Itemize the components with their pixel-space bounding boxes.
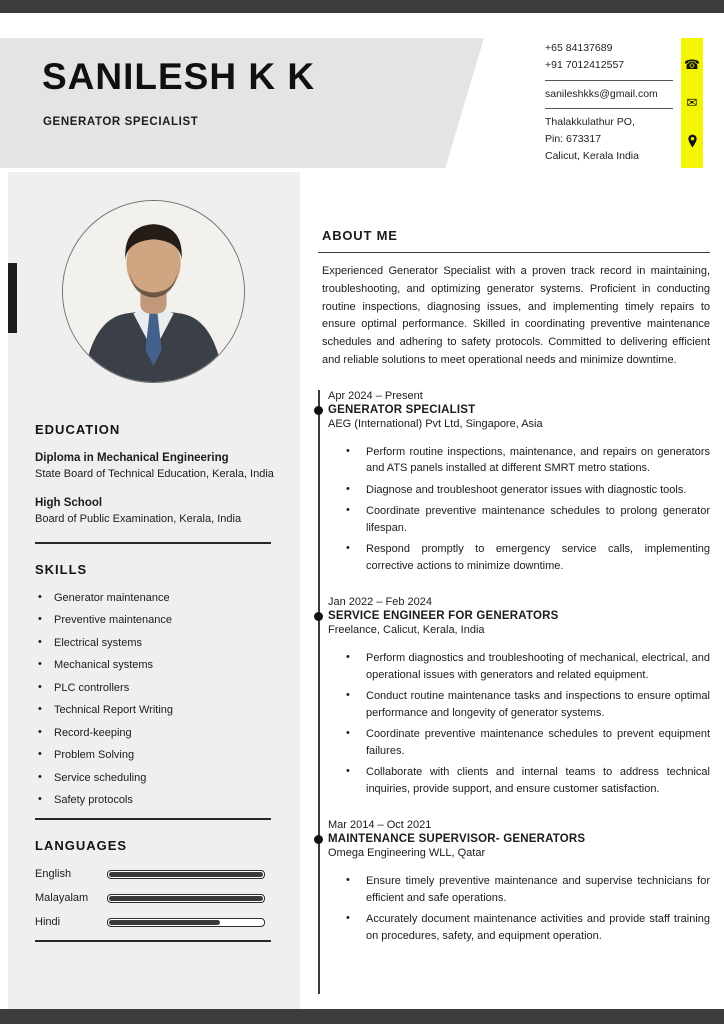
location-icon [687,134,698,148]
contact-divider [545,108,673,109]
skill-item: • Service scheduling [35,772,274,784]
skills-list [35,592,274,807]
phone-icon: ☎ [683,57,701,73]
language-level-fill [109,896,263,901]
languages-heading: LANGUAGES [35,838,128,854]
skill-item: • Record-keeping [35,727,274,739]
language-item [35,916,274,928]
contact-icon-bar [681,38,703,168]
section-divider [35,542,271,544]
language-level-bar [107,918,265,927]
skill-item: • Generator maintenance [35,592,274,604]
education-list [35,452,274,527]
experience-dates: Jan 2022 – Feb 2024 [328,596,432,609]
experience-dates: Mar 2014 – Oct 2021 [328,819,432,832]
language-level-fill [109,920,220,925]
timeline-dot [314,835,323,844]
section-divider [35,818,271,820]
experience-bullet-list [328,650,710,797]
skill-item: • Electrical systems [35,637,274,649]
education-item [35,452,274,482]
candidate-job-title: GENERATOR SPECIALIST [43,116,199,128]
experience-bullet: • Perform diagnostics and troubleshooting of mechanical, electrical, and operational issues with generators and related equipment. [328,650,710,683]
about-text: Experienced Generator Specialist with a proven track record in maintaining, troubleshooting, and optimizing generator systems. Proficient in conducting routine inspections, diagnosing issues, and implementing timely repairs to ensure optimal performance. Skilled in coordinating preventive maintenance schedules and adhering to safety protocols. Committed to delivering efficient and reliable solutions to meet operational needs and minimize downtime. [322,265,710,367]
experience-title: GENERATOR SPECIALIST [328,403,476,416]
experience-bullet: • Accurately document maintenance activities and provide staff training on procedures, safety, and equipment operation. [328,911,710,944]
experience-bullet: • Conduct routine maintenance tasks and inspections to ensure optimal performance and longevity of generator systems. [328,688,710,721]
experience-bullet-list [328,444,710,575]
education-degree: High School [35,496,103,509]
experience-bullet: • Diagnose and troubleshoot generator issues with diagnostic tools. [328,482,710,499]
education-degree: Diploma in Mechanical Engineering [35,452,229,464]
section-divider [35,940,271,942]
language-name: Malayalam [35,892,89,905]
skill-item: • PLC controllers [35,682,274,694]
skill-item: • Mechanical systems [35,659,274,671]
about-divider [318,252,710,253]
phone-primary: +65 84137689 [545,42,613,54]
email-icon: ✉ [686,94,698,110]
skill-item: • Preventive maintenance [35,614,274,626]
experience-company: Omega Engineering WLL, Qatar [328,847,486,860]
portrait-illustration [63,201,244,382]
education-institution: State Board of Technical Education, Kerala, India [35,468,274,480]
about-heading: ABOUT ME [322,228,398,243]
skill-item: • Safety protocols [35,794,274,806]
education-heading: EDUCATION [35,422,121,437]
education-item [35,497,274,527]
skills-heading: SKILLS [35,561,88,577]
top-bar [0,0,724,13]
experience-entry [320,819,710,944]
language-level-bar [107,870,265,879]
bottom-bar [0,1009,724,1024]
experience-bullet: • Coordinate preventive maintenance schedules to prolong generator lifespan. [328,503,710,536]
contact-block [545,41,673,166]
experience-dates: Apr 2024 – Present [328,389,423,402]
candidate-name: SANILESH K K [42,56,316,97]
language-item [35,868,274,880]
phone-secondary: +91 7012412557 [545,58,625,71]
skill-item: • Technical Report Writing [35,704,274,716]
address-line-3: Calicut, Kerala India [545,149,639,162]
skills-section [35,562,274,807]
language-level-bar [107,894,265,903]
experience-company: AEG (International) Pvt Ltd, Singapore, Asia [328,417,543,430]
experience-bullet: • Coordinate preventive maintenance schedules to prevent equipment failures. [328,726,710,759]
language-name: Hindi [35,916,61,929]
address-line-2: Pin: 673317 [545,133,602,145]
timeline-dot [314,406,323,415]
timeline-dot [314,612,323,621]
experience-bullet-list [328,873,710,944]
experience-bullet: • Collaborate with clients and internal teams to address technical inquiries, provide support, and ensure customer satisfaction. [328,764,710,797]
left-accent-bar [8,263,17,333]
experience-entry [320,390,710,575]
experience-bullet: • Perform routine inspections, maintenance, and repairs on generators and ATS panels installed at different SMRT metro stations. [328,444,710,477]
languages-list [35,868,274,928]
experience-timeline [318,390,710,995]
education-section [35,422,274,527]
language-name: English [35,868,72,881]
experience-title: MAINTENANCE SUPERVISOR- GENERATORS [328,833,586,846]
experience-company: Freelance, Calicut, Kerala, India [328,624,485,637]
main-column [318,228,710,994]
contact-divider [545,80,673,81]
skill-item: • Problem Solving [35,749,274,761]
language-item [35,892,274,904]
profile-photo [62,200,245,383]
language-level-fill [109,872,263,877]
languages-section [35,838,274,928]
experience-title: SERVICE ENGINEER FOR GENERATORS [328,610,559,623]
email-address[interactable]: sanileshkks@gmail.com [545,87,658,100]
about-section [318,228,710,370]
experience-entry [320,596,710,797]
experience-bullet: • Ensure timely preventive maintenance and supervise technicians for efficient and safe operations. [328,873,710,906]
education-institution: Board of Public Examination, Kerala, India [35,512,242,525]
address-line-1: Thalakkulathur PO, [545,116,635,129]
experience-bullet: • Respond promptly to emergency service calls, implementing corrective actions to minimize downtime. [328,541,710,574]
